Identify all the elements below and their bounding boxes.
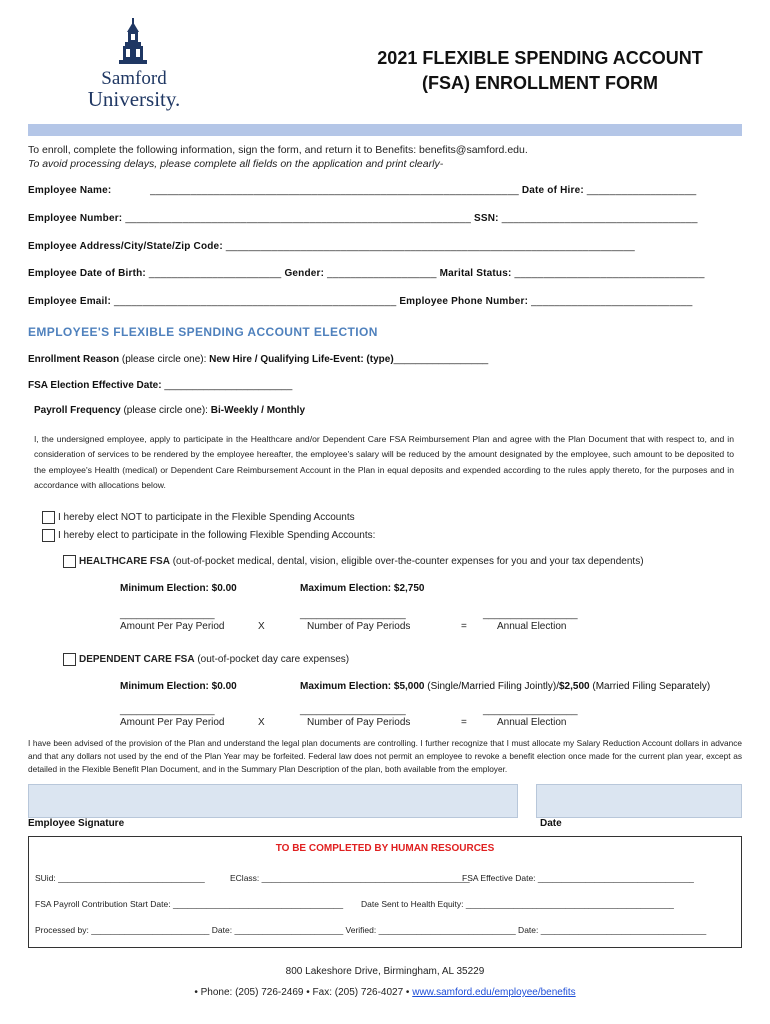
hc-amount-field[interactable]: _________________ — [120, 609, 215, 620]
row-email-phone — [28, 296, 693, 307]
employee-name-label: Employee Name: — [28, 185, 112, 196]
title-line-2: (FSA) ENROLLMENT FORM — [422, 73, 658, 93]
ssn-label: SSN: — [474, 213, 499, 224]
marital-status-label: Marital Status: — [439, 268, 512, 279]
hr-date-sent-field[interactable]: Date Sent to Health Equity: ____________________________________________ — [361, 899, 674, 909]
dependent-fsa-desc: (out-of-pocket day care expenses) — [194, 654, 350, 666]
footer-contact — [28, 987, 742, 998]
payroll-frequency-row — [34, 405, 305, 416]
elect-not-label: I hereby elect NOT to participate in the Flexible Spending Accounts — [58, 512, 355, 524]
dependent-max-sep-amount: $2,500 — [559, 681, 590, 692]
dc-amount-field[interactable]: _________________ — [120, 705, 215, 716]
marital-status-field[interactable]: _________________________________ — [511, 268, 705, 279]
enrollment-reason-row — [28, 354, 488, 365]
effective-date-field[interactable]: _______________________ — [161, 380, 293, 391]
intro-line-2: To avoid processing delays, please complete all fields on the application and print clearly- — [28, 158, 444, 170]
dependent-fsa-checkbox[interactable] — [63, 653, 76, 666]
benefits-link[interactable]: www.samford.edu/employee/benefits — [412, 987, 576, 998]
elect-not-checkbox[interactable] — [42, 511, 55, 524]
phone-field[interactable]: ____________________________ — [528, 296, 693, 307]
hr-section-title: TO BE COMPLETED BY HUMAN RESOURCES — [275, 843, 495, 854]
dc-x: X — [258, 717, 265, 728]
dc-annual-field[interactable]: _________________ — [483, 705, 578, 716]
dob-field[interactable]: _______________________ — [145, 268, 282, 279]
dc-amount-label: Amount Per Pay Period — [120, 717, 225, 728]
gender-label: Gender: — [284, 268, 325, 279]
employee-number-field[interactable]: ____________________________________________________________ — [125, 213, 472, 224]
phone-label: Employee Phone Number: — [399, 296, 529, 307]
row-number-ssn — [28, 213, 698, 224]
hc-periods-label: Number of Pay Periods — [307, 621, 411, 632]
elect-yes-label: I hereby elect to participate in the following Flexible Spending Accounts: — [58, 530, 376, 542]
signature-date-label: Date — [540, 818, 562, 829]
logo-mark: . — [175, 87, 181, 111]
samford-logo — [78, 18, 190, 109]
logo-line-1: Samford — [101, 68, 167, 89]
election-section-title: EMPLOYEE'S FLEXIBLE SPENDING ACCOUNT ELECTION — [28, 325, 378, 339]
signature-date-field[interactable] — [536, 784, 742, 818]
healthcare-min: Minimum Election: $0.00 — [120, 583, 237, 594]
healthcare-max: Maximum Election: $2,750 — [300, 583, 425, 594]
date-of-hire-field[interactable]: ___________________ — [583, 185, 697, 196]
dob-label: Employee Date of Birth: — [28, 268, 146, 279]
hc-annual-field[interactable]: _________________ — [483, 609, 578, 620]
employee-number-label: Employee Number: — [28, 213, 123, 224]
dependent-fsa-option[interactable] — [63, 653, 349, 666]
enrollment-reason-hint: (please circle one): — [119, 354, 207, 365]
signature-label: Employee Signature — [28, 818, 125, 829]
row-dob-gender-marital — [28, 268, 705, 279]
logo-line-2: University — [87, 87, 176, 111]
dependent-max-label: Maximum Election: $5,000 — [300, 681, 425, 692]
gender-field[interactable]: ___________________ — [324, 268, 437, 279]
dependent-max-single: (Single/Married Filing Jointly)/ — [424, 681, 559, 692]
hc-periods-field[interactable]: ___________________ — [300, 609, 406, 620]
email-field[interactable]: _________________________________________________ — [111, 296, 397, 307]
elect-yes-checkbox[interactable] — [42, 529, 55, 542]
dc-periods-label: Number of Pay Periods — [307, 717, 411, 728]
date-of-hire-label: Date of Hire: — [521, 185, 584, 196]
healthcare-fsa-checkbox[interactable] — [63, 555, 76, 568]
dc-equals: = — [461, 717, 467, 728]
footer-address: 800 Lakeshore Drive, Birmingham, AL 35229 — [285, 966, 485, 977]
hc-annual-label: Annual Election — [497, 621, 567, 632]
enrollment-reason-options[interactable]: New Hire / Qualifying Life-Event: (type) — [206, 354, 394, 365]
hr-contribution-start-field[interactable]: FSA Payroll Contribution Start Date: ____________________________________ — [35, 899, 344, 909]
email-label: Employee Email: — [28, 296, 112, 307]
hc-equals: = — [461, 621, 467, 632]
address-field[interactable]: _______________________________________________________________________ — [222, 241, 635, 252]
healthcare-fsa-label: HEALTHCARE FSA — [79, 556, 170, 568]
footer-contact-text: • Phone: (205) 726-2469 • Fax: (205) 726-4027 • — [194, 987, 413, 998]
hr-processed-row[interactable]: Processed by: _________________________ Date: _______________________ Verified: _____________________________ Date: ___________________________________ — [35, 925, 707, 935]
agreement-paragraph: I, the undersigned employee, apply to participate in the Healthcare and/or Dependent Care FSA Reimbursement Plan and agree with the Plan Document that with respect to, and in consideration of services to be rendered by the employee hereafter, the employee's salary will be reduced by the amount designated by the employee, such amount to be deposited to the employee's Health (medical) or Dependent Care Reimbursement Account in the Plan in equal deposits and expended according to the rules apply thereto, for the purposes and in accordance with allocations below. — [34, 434, 734, 491]
tower-icon — [78, 18, 190, 64]
ssn-field[interactable]: __________________________________ — [498, 213, 698, 224]
signature-field[interactable] — [28, 784, 518, 818]
address-label: Employee Address/City/State/Zip Code: — [28, 241, 223, 252]
hc-x: X — [258, 621, 265, 632]
qualifying-event-field[interactable]: _________________ — [393, 354, 489, 365]
enrollment-reason-label: Enrollment Reason — [28, 354, 120, 365]
hr-effective-date-field[interactable]: FSA Effective Date: _________________________________ — [462, 873, 694, 883]
employee-name-field[interactable]: ________________________________________________________________ — [150, 185, 519, 196]
healthcare-fsa-desc: (out-of-pocket medical, dental, vision, eligible over-the-counter expenses for you and your tax dependents) — [169, 556, 644, 568]
elect-not-option[interactable] — [42, 511, 355, 524]
hr-eclass-field[interactable]: EClass: ____________________________________________ — [230, 873, 470, 883]
dependent-fsa-label: DEPENDENT CARE FSA — [79, 654, 195, 666]
payroll-frequency-label: Payroll Frequency — [34, 405, 121, 416]
hr-suid-field[interactable]: SUid: _______________________________ — [35, 873, 205, 883]
title-line-1: 2021 FLEXIBLE SPENDING ACCOUNT — [377, 48, 703, 68]
healthcare-fsa-option[interactable] — [63, 555, 644, 568]
dependent-min: Minimum Election: $0.00 — [120, 681, 237, 692]
advisement-paragraph: I have been advised of the provision of the Plan and understand the legal plan documents are controlling. I further recognize that I must allocate my Salary Reduction Account dollars in advance and that any dollars not used by the end of the Plan Year may be forfeited. Federal law does not permit an employee to revoke a benefit election once made for the current plan year, except as detailed in the Flexible Benefit Plan Document, and in the Summary Plan Description of the plan, both available from the employer. — [28, 738, 742, 774]
payroll-frequency-options[interactable]: Bi-Weekly / Monthly — [207, 405, 306, 416]
effective-date-row — [28, 380, 292, 391]
hc-amount-label: Amount Per Pay Period — [120, 621, 225, 632]
effective-date-label: FSA Election Effective Date: — [28, 380, 162, 391]
elect-yes-option[interactable] — [42, 529, 375, 542]
dependent-max-row — [300, 681, 710, 692]
dc-annual-label: Annual Election — [497, 717, 567, 728]
row-address — [28, 241, 635, 252]
payroll-frequency-hint: (please circle one): — [120, 405, 208, 416]
header-divider-bar — [28, 124, 742, 136]
dependent-max-sep: (Married Filing Separately) — [589, 681, 711, 692]
form-title — [340, 46, 740, 96]
row-name-hire — [28, 185, 696, 196]
intro-line-1: To enroll, complete the following information, sign the form, and return it to Benefits: benefits@samford.edu. — [28, 144, 528, 156]
dc-periods-field[interactable]: ___________________ — [300, 705, 406, 716]
intro-text — [28, 143, 528, 171]
